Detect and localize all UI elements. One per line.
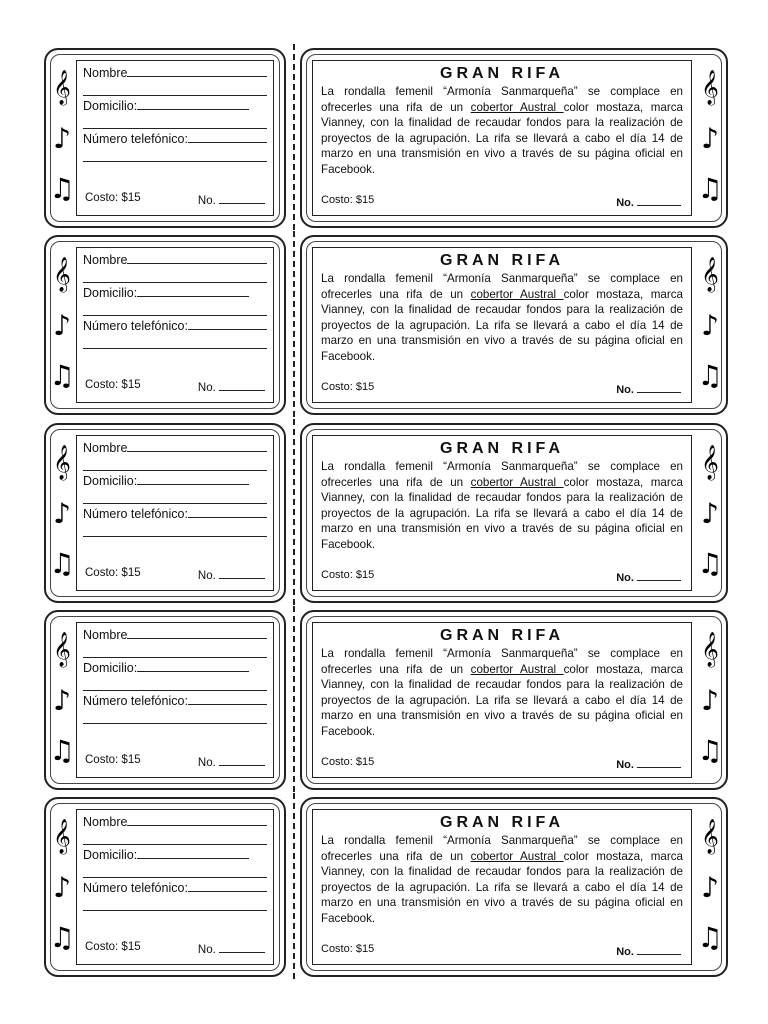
phone-field[interactable] [83,693,267,709]
raffle-ticket-row [0,235,768,415]
prize-name: cobertor Austral [470,662,564,676]
stub-number-label: No. [197,757,216,769]
stub-number[interactable] [198,567,265,582]
address-field[interactable] [83,285,267,301]
ticket-number[interactable] [616,381,681,396]
name-extra-line[interactable] [83,456,267,471]
address-label: Domicilio: [83,474,138,488]
cut-line [293,231,295,417]
stub-number[interactable] [198,754,265,769]
eighth-note-icon: ♪ [701,684,719,717]
address-label: Domicilio: [83,848,138,862]
treble-clef-icon: 𝄞 [701,445,719,480]
ticket-title: GRAN RIFA [440,65,564,82]
name-label: Nombre [83,441,128,455]
address-label: Domicilio: [83,661,138,675]
stub-cost: Costo: $15 [85,754,141,766]
address-extra-line[interactable] [83,114,267,129]
name-extra-line[interactable] [83,81,267,96]
stub-form [76,247,274,403]
beamed-notes-icon: ♫ [697,547,723,580]
ticket-title: GRAN RIFA [440,440,564,457]
beamed-notes-icon: ♫ [49,172,75,205]
eighth-note-icon: ♪ [53,309,71,342]
stub-cost: Costo: $15 [85,379,141,391]
phone-extra-line[interactable] [83,522,267,537]
ticket-number-label: No. [616,197,634,209]
address-extra-line[interactable] [83,863,267,878]
ticket-content [312,809,692,965]
stub-footer [85,379,265,394]
cut-line [293,419,295,605]
phone-extra-line[interactable] [83,147,267,162]
address-label: Domicilio: [83,286,138,300]
music-notes-decoration [696,249,724,401]
stub-footer [85,754,265,769]
beamed-notes-icon: ♫ [49,359,75,392]
beamed-notes-icon: ♫ [697,921,723,954]
raffle-ticket-row [0,423,768,603]
stub-number-label: No. [197,944,216,956]
cut-line [293,44,295,230]
stub-form [76,622,274,778]
ticket-footer [321,194,681,209]
eighth-note-icon: ♪ [701,871,719,904]
ticket-footer [321,943,681,958]
stub-form [76,435,274,591]
ticket-number[interactable] [616,943,681,958]
ticket-title: GRAN RIFA [440,627,564,644]
name-label: Nombre [83,628,128,642]
eighth-note-icon: ♪ [701,122,719,155]
ticket-main [300,423,728,603]
beamed-notes-icon: ♫ [49,734,75,767]
name-label: Nombre [83,815,128,829]
cut-line [293,793,295,979]
phone-field[interactable] [83,131,267,147]
ticket-description: La rondalla femenil “Armonía Sanmarqueña” se complace en ofrecerles una rifa de un cobertor Austral color mostaza, marca Vianney, con la finalidad de recaudar fondos para la realización de proyectos de la agrupación. La rifa se llevará a cabo el día 14 de marzo en una transmisión en vivo a través de su página oficial en Facebook. [321,85,683,176]
ticket-stub [44,423,286,603]
address-field[interactable] [83,473,267,489]
ticket-cost: Costo: $15 [321,194,375,206]
name-extra-line[interactable] [83,268,267,283]
name-label: Nombre [83,253,128,267]
address-extra-line[interactable] [83,301,267,316]
raffle-ticket-row [0,48,768,228]
ticket-stub [44,235,286,415]
phone-extra-line[interactable] [83,709,267,724]
address-field[interactable] [83,660,267,676]
music-notes-decoration [696,437,724,589]
music-notes-decoration [696,62,724,214]
treble-clef-icon: 𝄞 [53,257,71,292]
name-extra-line[interactable] [83,830,267,845]
ticket-number-label: No. [616,572,634,584]
eighth-note-icon: ♪ [53,497,71,530]
phone-label: Número telefónico: [83,881,188,895]
treble-clef-icon: 𝄞 [701,70,719,105]
raffle-ticket-row [0,610,768,790]
name-field[interactable] [83,627,267,643]
ticket-number-label: No. [616,759,634,771]
eighth-note-icon: ♪ [53,122,71,155]
music-notes-decoration [48,624,76,776]
ticket-description: La rondalla femenil “Armonía Sanmarqueña” se complace en ofrecerles una rifa de un cobertor Austral color mostaza, marca Vianney, con la finalidad de recaudar fondos para la realización de proyectos de la agrupación. La rifa se llevará a cabo el día 14 de marzo en una transmisión en vivo a través de su página oficial en Facebook. [321,834,683,925]
phone-label: Número telefónico: [83,694,188,708]
name-field[interactable] [83,440,267,456]
stub-number[interactable] [198,192,265,207]
stub-number[interactable] [198,941,265,956]
phone-extra-line[interactable] [83,334,267,349]
cut-line [293,606,295,792]
ticket-title: GRAN RIFA [440,252,564,269]
phone-field[interactable] [83,318,267,334]
prize-name: cobertor Austral [470,287,564,301]
stub-cost: Costo: $15 [85,941,141,953]
phone-label: Número telefónico: [83,507,188,521]
prize-name: cobertor Austral [470,849,564,863]
ticket-footer [321,756,681,771]
ticket-main [300,797,728,977]
treble-clef-icon: 𝄞 [53,632,71,667]
music-notes-decoration [48,437,76,589]
stub-footer [85,567,265,582]
eighth-note-icon: ♪ [701,309,719,342]
name-extra-line[interactable] [83,643,267,658]
ticket-main [300,610,728,790]
ticket-number-label: No. [616,946,634,958]
address-field[interactable] [83,847,267,863]
phone-label: Número telefónico: [83,319,188,333]
address-label: Domicilio: [83,99,138,113]
stub-cost: Costo: $15 [85,192,141,204]
phone-extra-line[interactable] [83,896,267,911]
ticket-content [312,247,692,403]
address-field[interactable] [83,98,267,114]
ticket-main [300,48,728,228]
treble-clef-icon: 𝄞 [701,257,719,292]
address-extra-line[interactable] [83,489,267,504]
address-extra-line[interactable] [83,676,267,691]
name-label: Nombre [83,66,128,80]
ticket-number[interactable] [616,756,681,771]
prize-name: cobertor Austral [470,475,564,489]
eighth-note-icon: ♪ [701,497,719,530]
treble-clef-icon: 𝄞 [701,819,719,854]
ticket-content [312,60,692,216]
stub-form [76,60,274,216]
music-notes-decoration [48,811,76,963]
ticket-number-label: No. [616,384,634,396]
eighth-note-icon: ♪ [53,871,71,904]
ticket-footer [321,381,681,396]
ticket-main [300,235,728,415]
music-notes-decoration [696,624,724,776]
ticket-number[interactable] [616,194,681,209]
stub-footer [85,941,265,956]
ticket-footer [321,569,681,584]
phone-field[interactable] [83,506,267,522]
beamed-notes-icon: ♫ [49,547,75,580]
music-notes-decoration [48,62,76,214]
ticket-content [312,622,692,778]
beamed-notes-icon: ♫ [697,359,723,392]
ticket-cost: Costo: $15 [321,381,375,393]
name-field[interactable] [83,814,267,830]
beamed-notes-icon: ♫ [697,172,723,205]
ticket-description: La rondalla femenil “Armonía Sanmarqueña” se complace en ofrecerles una rifa de un cobertor Austral color mostaza, marca Vianney, con la finalidad de recaudar fondos para la realización de proyectos de la agrupación. La rifa se llevará a cabo el día 14 de marzo en una transmisión en vivo a través de su página oficial en Facebook. [321,460,683,551]
prize-name: cobertor Austral [470,100,564,114]
ticket-description: La rondalla femenil “Armonía Sanmarqueña” se complace en ofrecerles una rifa de un cobertor Austral color mostaza, marca Vianney, con la finalidad de recaudar fondos para la realización de proyectos de la agrupación. La rifa se llevará a cabo el día 14 de marzo en una transmisión en vivo a través de su página oficial en Facebook. [321,647,683,738]
raffle-ticket-row [0,797,768,977]
ticket-stub [44,797,286,977]
ticket-title: GRAN RIFA [440,814,564,831]
ticket-number[interactable] [616,569,681,584]
eighth-note-icon: ♪ [53,684,71,717]
stub-number-label: No. [197,570,216,582]
ticket-content [312,435,692,591]
ticket-description: La rondalla femenil “Armonía Sanmarqueña” se complace en ofrecerles una rifa de un cobertor Austral color mostaza, marca Vianney, con la finalidad de recaudar fondos para la realización de proyectos de la agrupación. La rifa se llevará a cabo el día 14 de marzo en una transmisión en vivo a través de su página oficial en Facebook. [321,272,683,363]
stub-form [76,809,274,965]
stub-footer [85,192,265,207]
name-field[interactable] [83,252,267,268]
name-field[interactable] [83,65,267,81]
treble-clef-icon: 𝄞 [701,632,719,667]
treble-clef-icon: 𝄞 [53,70,71,105]
ticket-cost: Costo: $15 [321,756,375,768]
stub-number[interactable] [198,379,265,394]
stub-number-label: No. [197,195,216,207]
ticket-cost: Costo: $15 [321,569,375,581]
beamed-notes-icon: ♫ [49,921,75,954]
music-notes-decoration [48,249,76,401]
music-notes-decoration [696,811,724,963]
ticket-cost: Costo: $15 [321,943,375,955]
stub-number-label: No. [197,382,216,394]
stub-cost: Costo: $15 [85,567,141,579]
ticket-stub [44,610,286,790]
treble-clef-icon: 𝄞 [53,445,71,480]
treble-clef-icon: 𝄞 [53,819,71,854]
phone-label: Número telefónico: [83,132,188,146]
beamed-notes-icon: ♫ [697,734,723,767]
ticket-stub [44,48,286,228]
phone-field[interactable] [83,880,267,896]
